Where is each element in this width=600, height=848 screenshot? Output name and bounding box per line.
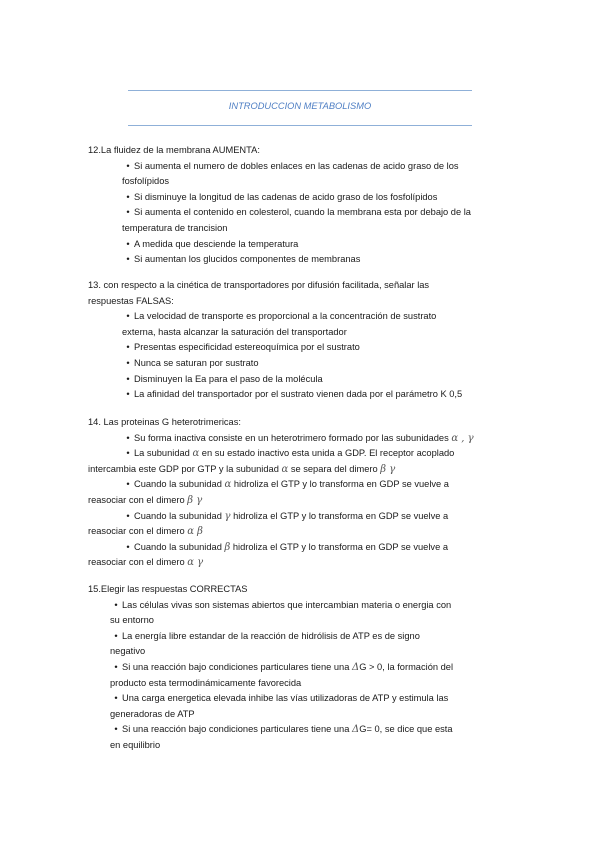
bullet-icon: • — [126, 207, 130, 218]
question-title: 14. Las proteinas G heterotrimericas: — [88, 417, 241, 427]
option-item: • Si aumentan los glucidos componentes de membranas — [122, 252, 508, 268]
option-item: • Una carga energetica elevada inhibe las vías utilizadoras de ATP y estimula las generadoras de ATP — [110, 693, 449, 719]
question-15 — [88, 582, 508, 754]
bullet-icon: • — [126, 510, 130, 521]
delta-symbol: Δ — [352, 724, 360, 736]
greek-symbol: α β — [187, 526, 203, 538]
greek-symbol: α , γ — [451, 432, 474, 444]
question-13 — [88, 278, 508, 403]
option-item: • Cuando la subunidad α hidroliza el GTP y lo transforma en GDP se vuelve a reasociar con el dimero β γ — [88, 479, 449, 506]
option-item: • Las células vivas son sistemas abiertos que intercambian materia o energia con su entorno — [110, 599, 452, 626]
bullet-icon: • — [126, 311, 130, 322]
bullet-icon: • — [114, 724, 118, 735]
bullet-icon: • — [114, 599, 118, 610]
greek-symbol: β — [224, 541, 231, 553]
question-12 — [88, 143, 508, 268]
greek-symbol: β γ — [380, 463, 396, 475]
header-rule-top — [128, 90, 472, 91]
bullet-icon: • — [126, 373, 130, 384]
option-item: • Si una reacción bajo condiciones particulares tiene una ΔG= 0, se dice que esta en equilibrio — [110, 724, 453, 750]
delta-symbol: Δ — [352, 661, 360, 673]
greek-symbol: γ — [224, 510, 231, 522]
bullet-icon: • — [126, 479, 130, 490]
option-list — [88, 431, 508, 571]
option-item: • Cuando la subunidad γ hidroliza el GTP y lo transforma en GDP se vuelve a reasociar con el dimero α β — [88, 510, 449, 538]
question-title: 12.La fluidez de la membrana AUMENTA: — [88, 145, 260, 155]
option-item: • Si disminuye la longitud de las cadenas de acido graso de los fosfolípidos — [122, 190, 508, 206]
option-item: • Su forma inactiva consiste en un heterotrimero formado por las subunidades α , γ — [88, 431, 508, 447]
bullet-icon: • — [126, 541, 130, 552]
option-item: • La afinidad del transportador por el sustrato vienen dada por el parámetro K 0,5 — [122, 387, 508, 403]
greek-symbol: α — [281, 463, 289, 475]
bullet-icon: • — [126, 160, 130, 171]
question-title: 15.Elegir las respuestas CORRECTAS — [88, 584, 248, 594]
bullet-icon: • — [126, 238, 130, 249]
option-item: • Si aumenta el numero de dobles enlaces en las cadenas de acido graso de los fosfolípidos — [122, 160, 459, 187]
option-list — [110, 598, 508, 754]
option-item: • Presentas especificidad estereoquímica por el sustrato — [122, 340, 508, 356]
option-item: • Disminuyen la Ea para el paso de la molécula — [122, 372, 508, 388]
option-item: • Nunca se saturan por sustrato — [122, 356, 508, 372]
bullet-icon: • — [114, 630, 118, 641]
bullet-icon: • — [126, 432, 130, 443]
greek-symbol: β γ — [187, 494, 203, 506]
bullet-icon: • — [126, 357, 130, 368]
option-item: • La velocidad de transporte es proporcional a la concentración de sustrato externa, hasta alcanzar la saturación del transportador — [122, 311, 437, 337]
greek-symbol: α — [192, 448, 200, 460]
option-item: • Si una reacción bajo condiciones particulares tiene una ΔG > 0, la formación del producto esta termodinámicamente favorecida — [110, 661, 454, 688]
greek-symbol: α γ — [187, 557, 204, 569]
option-item: • Cuando la subunidad β hidroliza el GTP y lo transforma en GDP se vuelve a reasociar con el dimero α γ — [88, 541, 448, 569]
bullet-icon: • — [114, 661, 118, 672]
question-title: 13. con respecto a la cinética de transportadores por difusión facilitada, señalar las respuestas FALSAS: — [88, 280, 430, 306]
bullet-icon: • — [126, 342, 130, 353]
option-list — [122, 309, 508, 403]
bullet-icon: • — [126, 389, 130, 400]
option-list — [122, 159, 508, 268]
bullet-icon: • — [114, 693, 118, 704]
option-item: • A medida que desciende la temperatura — [122, 237, 508, 253]
page-title: INTRODUCCION METABOLISMO — [228, 101, 372, 111]
option-item: • La subunidad α en su estado inactivo esta unida a GDP. El receptor acoplado intercambia este GDP por GTP y la subunidad α se separa del dimero β γ — [88, 448, 455, 475]
bullet-icon: • — [126, 191, 130, 202]
question-14 — [88, 415, 508, 571]
option-item: • La energía libre estandar de la reacción de hidrólisis de ATP es de signo negativo — [110, 630, 420, 657]
greek-symbol: α — [224, 479, 232, 491]
bullet-icon: • — [126, 254, 130, 265]
header-rule-bottom — [128, 125, 472, 126]
option-item: • Si aumenta el contenido en colesterol, cuando la membrana esta por debajo de la temperatura de trancision — [122, 207, 471, 233]
bullet-icon: • — [126, 448, 130, 459]
